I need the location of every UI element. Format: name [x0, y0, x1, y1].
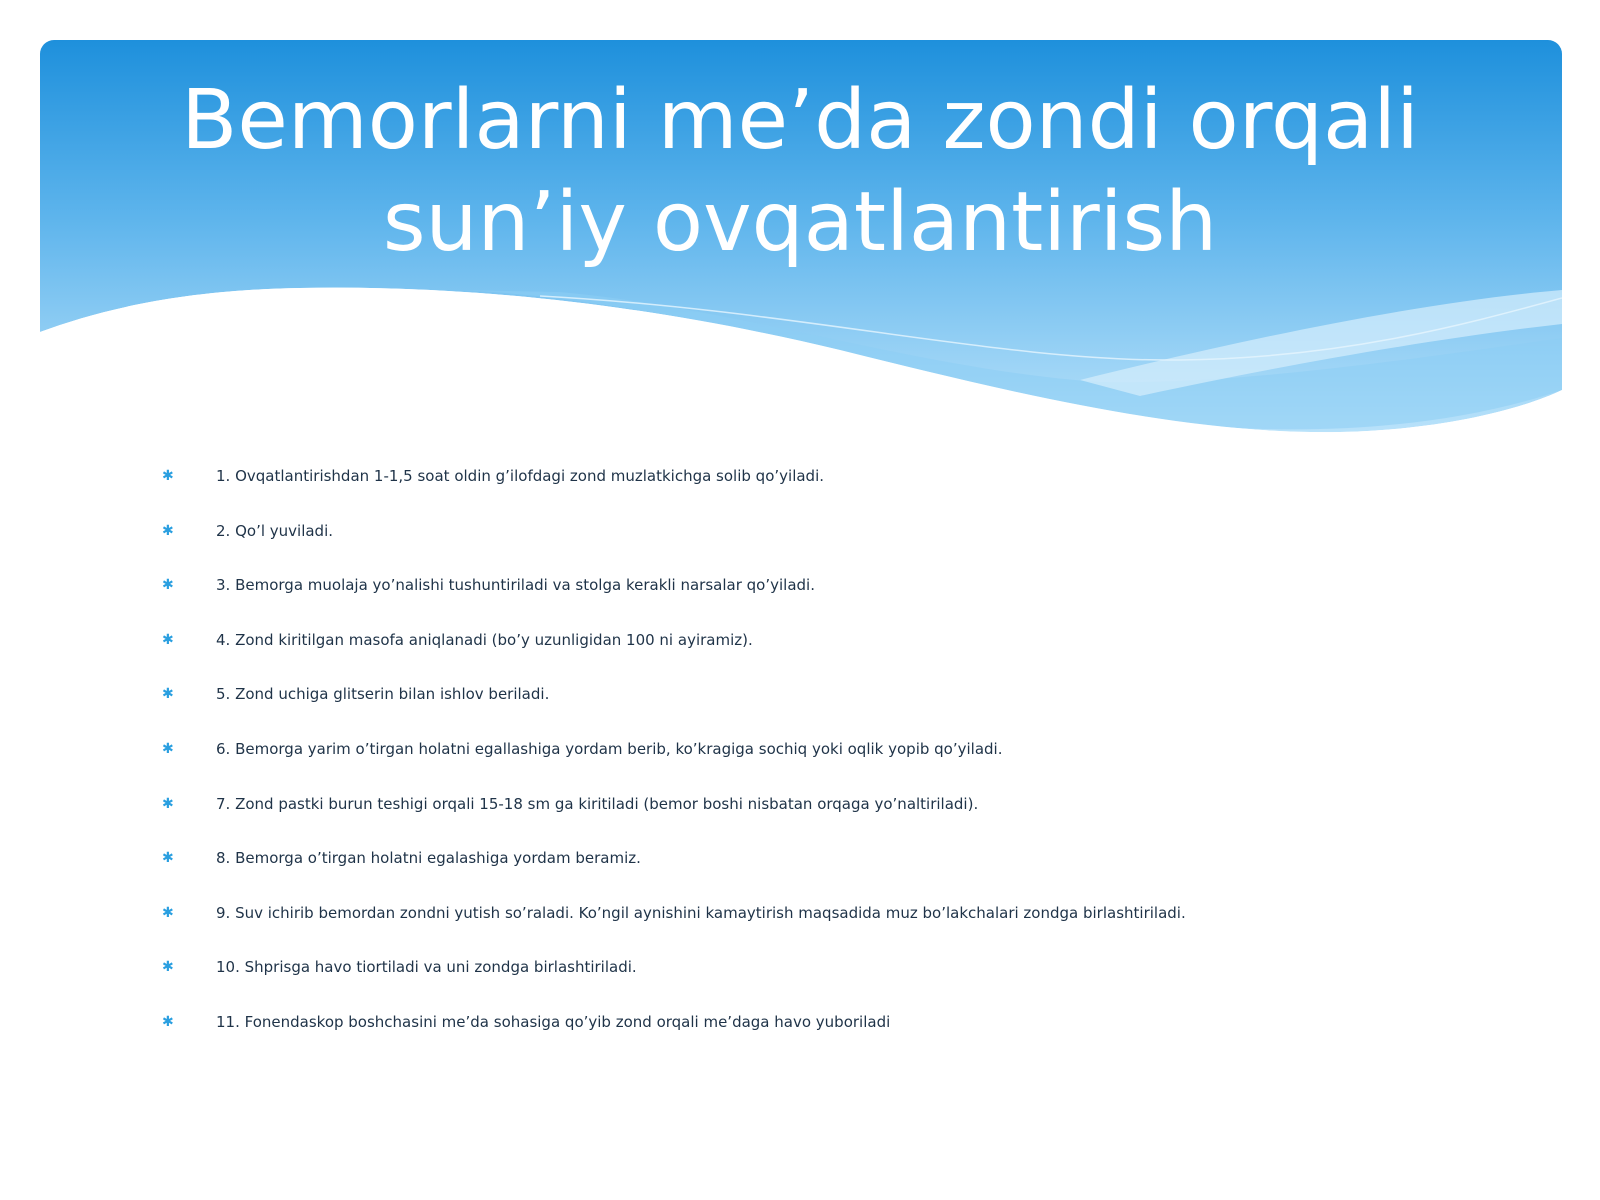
asterisk-bullet-icon: ✱ — [162, 1013, 174, 1030]
asterisk-bullet-icon: ✱ — [162, 795, 174, 812]
list-item — [162, 903, 1482, 958]
list-item — [162, 794, 1482, 849]
list-item-text: 4. Zond kiritilgan masofa aniqlanadi (bo’y uzunligidan 100 ni ayiramiz). — [216, 630, 753, 649]
list-item-text: 10. Shprisga havo tiortiladi va uni zondga birlashtiriladi. — [216, 958, 637, 977]
list-item — [162, 575, 1482, 630]
list-item — [162, 957, 1482, 1012]
list-item — [162, 521, 1482, 576]
list-item-text: 3. Bemorga muolaja yo’nalishi tushuntiriladi va stolga kerakli narsalar qo’yiladi. — [216, 576, 815, 595]
list-item-text: 6. Bemorga yarim o’tirgan holatni egallashiga yordam berib, ko’kragiga sochiq yoki oqlik yopib qo’yiladi. — [216, 739, 1003, 758]
asterisk-bullet-icon: ✱ — [162, 740, 174, 757]
list-item — [162, 466, 1482, 521]
asterisk-bullet-icon: ✱ — [162, 959, 174, 976]
slide-title — [60, 70, 1540, 274]
slide-title-line-2: sun’iy ovqatlantirish — [382, 175, 1218, 270]
procedure-steps-list — [162, 466, 1482, 1067]
asterisk-bullet-icon: ✱ — [162, 686, 174, 703]
list-item-text: 9. Suv ichirib bemordan zondni yutish so’raladi. Ko’ngil aynishini kamaytirish maqsadida muz bo’lakchalari zondga birlashtiriladi. — [216, 903, 1186, 922]
list-item-text: 2. Qo’l yuviladi. — [216, 521, 334, 540]
asterisk-bullet-icon: ✱ — [162, 631, 174, 648]
list-item-text: 11. Fonendaskop boshchasini me’da sohasiga qo’yib zond orqali me’daga havo yuboriladi — [216, 1012, 891, 1031]
asterisk-bullet-icon: ✱ — [162, 904, 174, 921]
list-item — [162, 630, 1482, 685]
list-item-text: 8. Bemorga o’tirgan holatni egalashiga yordam beramiz. — [216, 849, 641, 868]
list-item-text: 1. Ovqatlantirishdan 1-1,5 soat oldin g’ilofdagi zond muzlatkichga solib qo’yiladi. — [216, 467, 825, 485]
asterisk-bullet-icon: ✱ — [162, 468, 174, 484]
list-item — [162, 1012, 1482, 1067]
list-item — [162, 848, 1482, 903]
asterisk-bullet-icon: ✱ — [162, 850, 174, 867]
slide-title-line-1: Bemorlarni me’da zondi orqali — [181, 73, 1419, 168]
list-item-text: 5. Zond uchiga glitserin bilan ishlov beriladi. — [216, 685, 550, 704]
asterisk-bullet-icon: ✱ — [162, 577, 174, 594]
list-item — [162, 684, 1482, 739]
list-item-text: 7. Zond pastki burun teshigi orqali 15-18 sm ga kiritiladi (bemor boshi nisbatan orqaga yo’naltiriladi). — [216, 794, 979, 813]
asterisk-bullet-icon: ✱ — [162, 522, 174, 539]
list-item — [162, 739, 1482, 794]
